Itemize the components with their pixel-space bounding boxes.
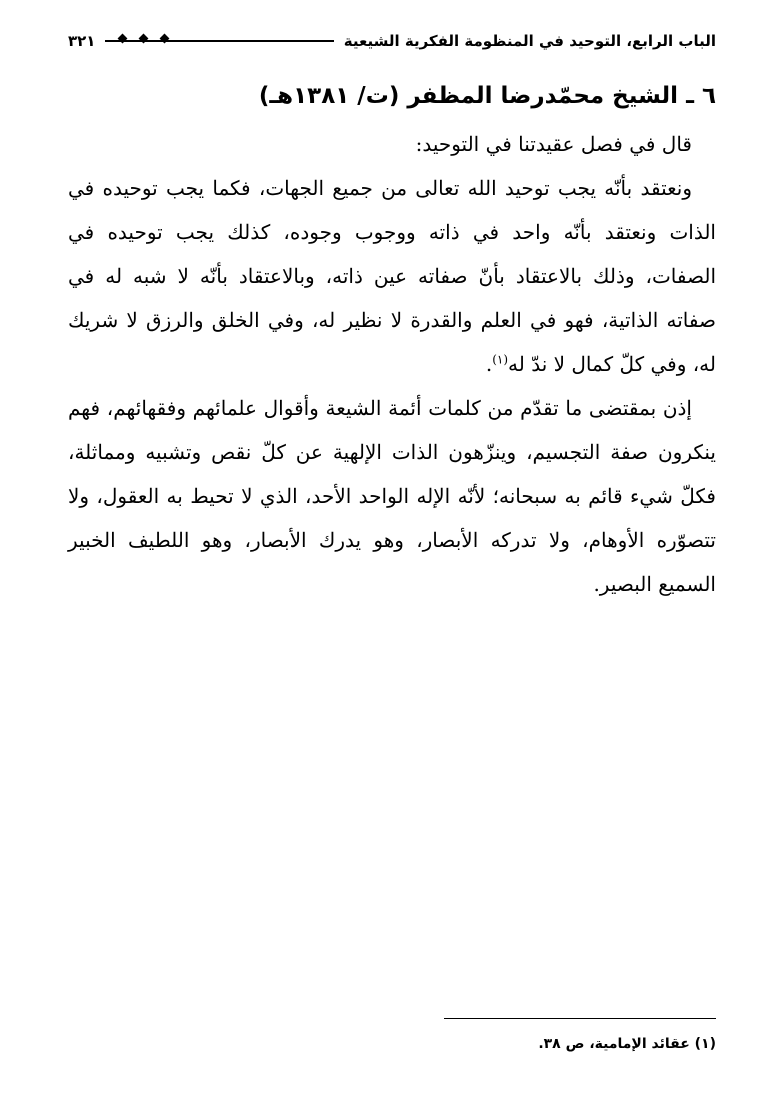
header-ornament — [119, 35, 168, 42]
diamond-ornament-icon — [160, 34, 170, 44]
footnote-rule — [444, 1018, 716, 1019]
quote-end: . — [485, 352, 493, 376]
diamond-ornament-icon — [139, 34, 149, 44]
header-rule — [105, 40, 333, 42]
conclusion-paragraph: إذن بمقتضى ما تقدّم من كلمات أئمة الشيعة وأقوال علمائهم وفقهائهم، فهم ينكرون صفة التجسيم، وينزّهون الذات الإلهية عن كلّ نقص وتشبيه ومماثلة، فكلّ شيء قائم به سبحانه؛ لأنّه الإله الواحد الأحد، الذي لا تحيط به العقول، ولا تتصوّره الأوهام، ولا تدركه الأبصار، وهو يدرك الأبصار، وهو اللطيف الخبير السميع البصير. — [68, 396, 716, 596]
body-text — [68, 122, 716, 606]
running-title: الباب الرابع، التوحيد في المنظومة الفكرية الشيعية — [343, 32, 716, 50]
page-number: ٣٢١ — [68, 32, 96, 50]
intro-paragraph: قال في فصل عقيدتنا في التوحيد: — [415, 132, 692, 156]
footnote: (١) عقائد الإمامية، ص ٣٨. — [538, 1036, 716, 1052]
running-header — [68, 28, 716, 54]
footnote-marker[interactable]: (١) — [492, 352, 509, 367]
quote-paragraph — [68, 166, 716, 386]
book-page — [68, 0, 716, 1100]
diamond-ornament-icon — [118, 34, 128, 44]
section-heading: ٦ ـ الشيخ محمّدرضا المظفر (ت/ ١٣٨١هـ) — [258, 83, 716, 109]
quote-text: ونعتقد بأنّه يجب توحيد الله تعالى من جميع الجهات، فكما يجب توحيده في الذات ونعتقد بأنّه واحد في ذاته ووجوب وجوده، كذلك يجب توحيده في الصفات، وذلك بالاعتقاد بأنّ صفاته عين ذاته، وبالاعتقاد بأنّه لا شبه له في صفاته الذاتية، فهو في العلم والقدرة لا نظير له، وفي الخلق والرزق لا شريك له، وفي كلّ كمال لا ندّ له — [68, 176, 716, 376]
